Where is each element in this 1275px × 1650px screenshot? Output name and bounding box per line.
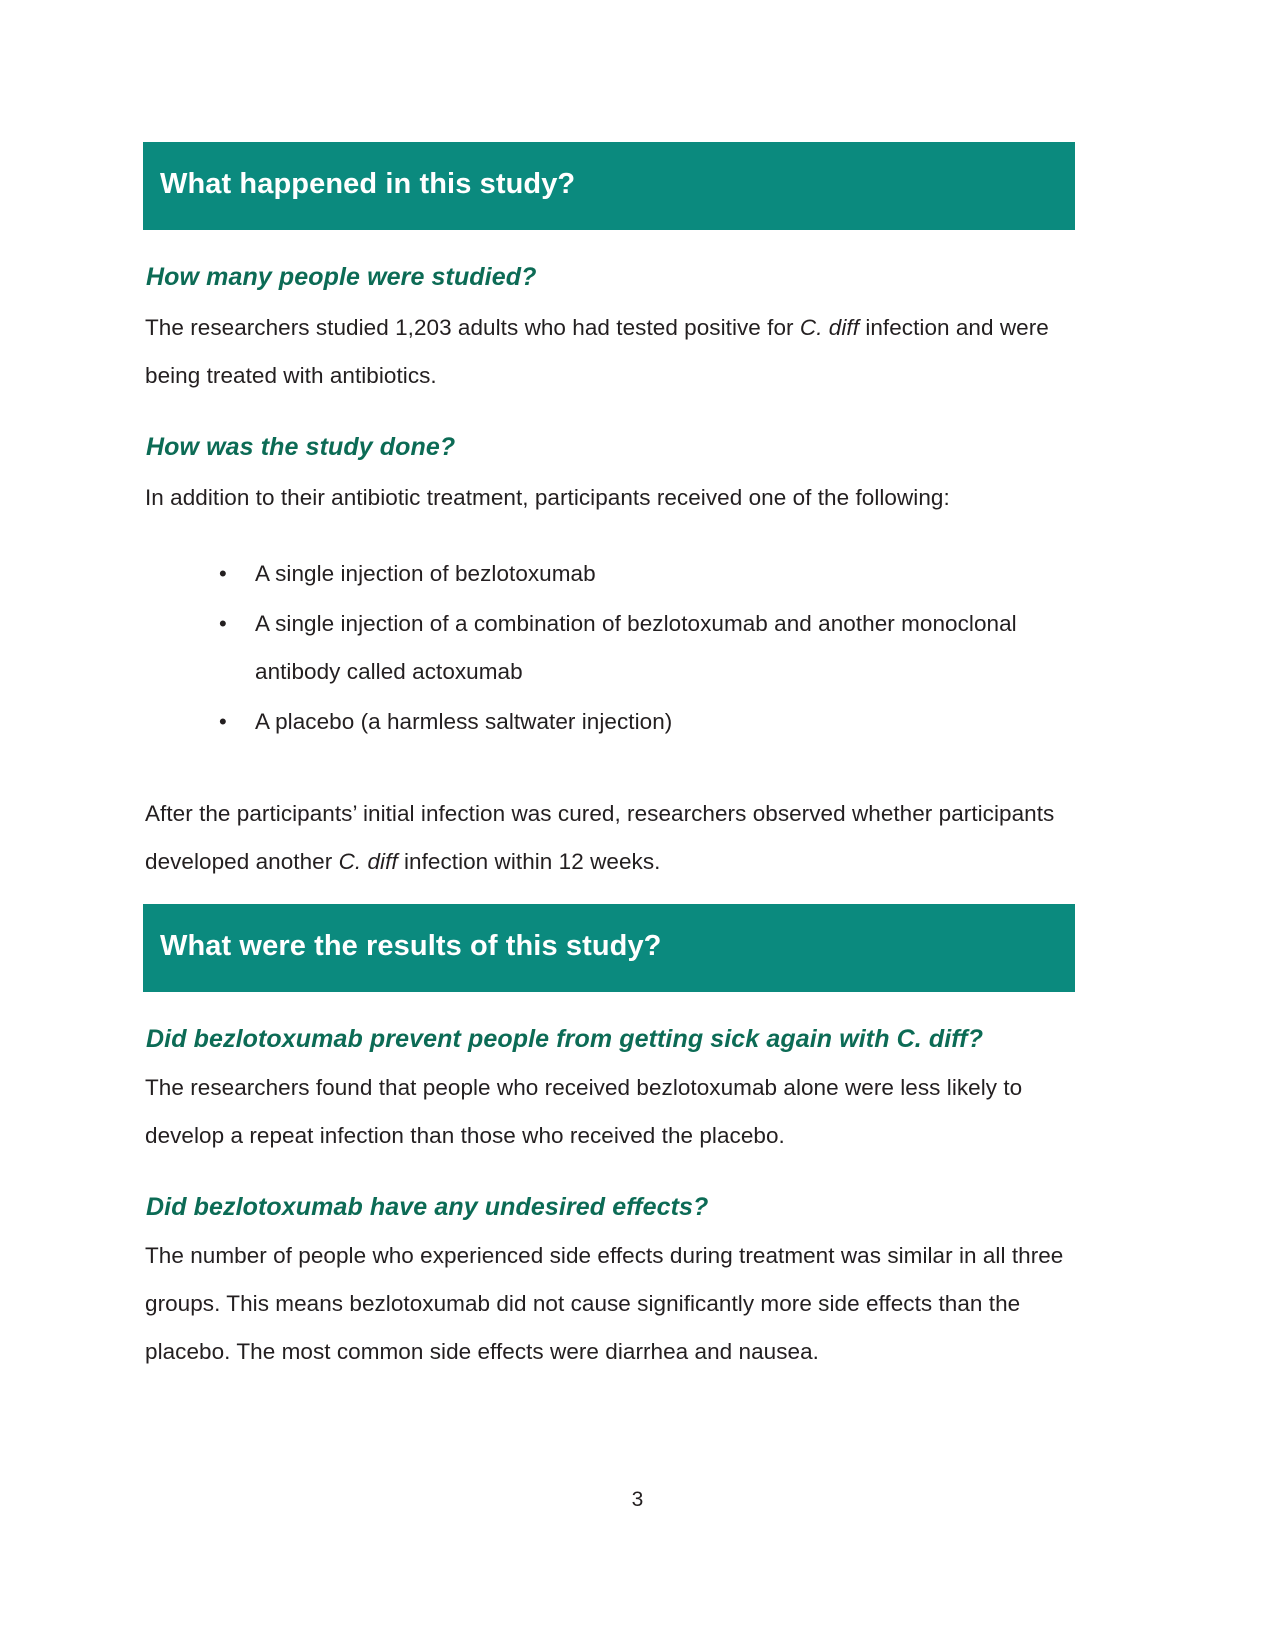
paragraph-efficacy-result xyxy=(145,1064,1075,1160)
list-item xyxy=(219,698,1075,746)
subheading-how-many-people: How many people were studied? xyxy=(146,262,537,291)
page-content xyxy=(143,142,1075,1376)
section-banner-what-happened: What happened in this study? xyxy=(143,142,1075,230)
text-run: infection within 12 weeks. xyxy=(397,848,661,874)
section-block-how-many-people xyxy=(143,262,1075,400)
paragraph-how-many-people xyxy=(145,304,1075,400)
list-item xyxy=(219,550,1075,598)
text-run: The number of people who experienced side effects during treatment was similar in all three groups. This means bezlotoxumab did not cause significantly more side effects than the placebo. The most common side effects were diarrhea and nausea. xyxy=(145,1242,1064,1364)
paragraph-safety-result xyxy=(145,1232,1075,1376)
subheading-how-was-study-done: How was the study done? xyxy=(146,432,456,461)
section-block-undesired-effects xyxy=(143,1192,1075,1376)
list-item-label: A placebo (a harmless saltwater injection) xyxy=(255,708,673,734)
section-block-prevent-sick-again xyxy=(143,1024,1075,1160)
spacer xyxy=(143,748,1075,778)
list-item-label: A single injection of a combination of bezlotoxumab and another monoclonal antibody called actoxumab xyxy=(255,610,1017,684)
section-banner-what-were-results: What were the results of this study? xyxy=(143,904,1075,992)
spacer xyxy=(143,886,1075,904)
list-item xyxy=(219,600,1075,696)
text-run: In addition to their antibiotic treatment, participants received one of the following: xyxy=(145,484,950,510)
text-run: The researchers found that people who received bezlotoxumab alone were less likely to develop a repeat infection than those who received the placebo. xyxy=(145,1074,1023,1148)
paragraph-study-design-intro xyxy=(145,474,1075,522)
page-number: 3 xyxy=(631,1488,644,1511)
treatment-group-list xyxy=(143,550,1075,746)
list-item-label: A single injection of bezlotoxumab xyxy=(255,560,596,586)
section-block-how-was-study-done xyxy=(143,432,1075,886)
text-run: The researchers studied 1,203 adults who had tested positive for xyxy=(145,314,800,340)
subheading-undesired-effects: Did bezlotoxumab have any undesired effects? xyxy=(146,1192,709,1221)
subheading-prevent-sick-again: Did bezlotoxumab prevent people from getting sick again with C. diff? xyxy=(146,1024,984,1053)
text-run: infection and were being treated with antibiotics. xyxy=(145,314,1049,388)
paragraph-follow-up-period xyxy=(145,790,1075,886)
text-run: After the participants’ initial infection was cured, researchers observed whether participants developed another xyxy=(145,800,1055,874)
text-run-italic: C. diff xyxy=(799,314,860,340)
text-run-italic: C. diff xyxy=(338,848,398,874)
